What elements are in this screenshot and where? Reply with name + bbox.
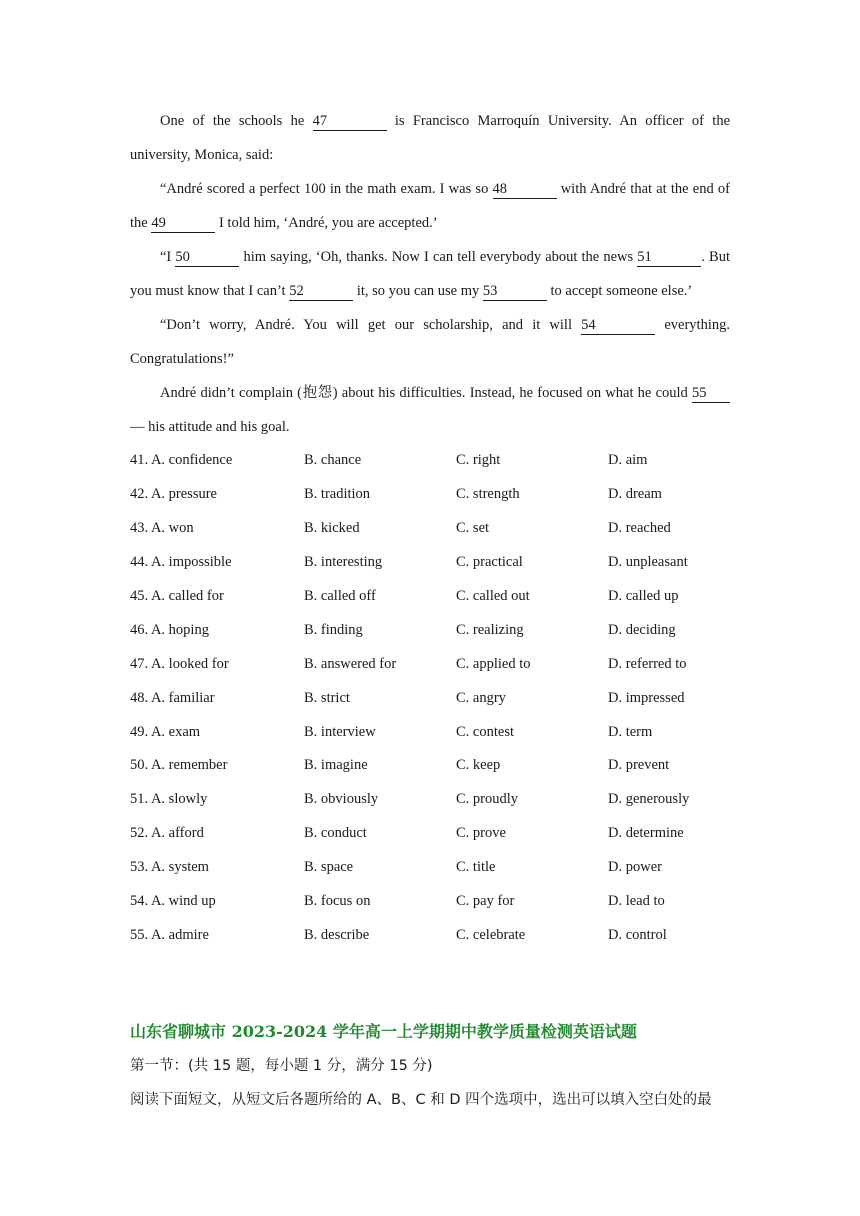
option-row xyxy=(130,783,730,817)
blank-52: 52 xyxy=(289,283,353,301)
option-c: C. called out xyxy=(456,588,530,604)
option-d: D. prevent xyxy=(608,757,670,774)
passage-text: André didn’t complain (抱怨) about his difficulties. Instead, he focused on what he could xyxy=(160,385,692,401)
option-c: C. title xyxy=(456,859,496,876)
option-b: B. answered for xyxy=(304,655,397,672)
passage-text: to accept someone else.’ xyxy=(546,283,693,299)
option-b: B. called off xyxy=(304,588,376,604)
option-c: C. pay for xyxy=(456,893,515,910)
passage-text: is Francisco Marroquín University. An officer of the university, Monica, said: xyxy=(130,113,730,163)
option-row xyxy=(130,749,730,783)
option-c: C. celebrate xyxy=(456,926,526,943)
option-d: D. lead to xyxy=(608,893,665,910)
passage-paragraph xyxy=(130,104,730,172)
option-c: C. applied to xyxy=(456,655,531,672)
option-c: C. practical xyxy=(456,554,523,571)
blank-51: 51 xyxy=(637,249,701,267)
option-d: D. dream xyxy=(608,486,662,503)
blank-54: 54 xyxy=(581,317,655,335)
passage-text: — his attitude and his goal. xyxy=(130,419,290,435)
option-b: B. conduct xyxy=(304,825,367,842)
option-b: B. kicked xyxy=(304,520,360,537)
passage-text: “André scored a perfect 100 in the math exam. I was so xyxy=(160,181,493,197)
option-b: B. describe xyxy=(304,926,370,943)
option-a: 55. A. admire xyxy=(130,926,209,943)
option-c: C. proudly xyxy=(456,791,519,808)
passage-paragraph xyxy=(130,172,730,240)
option-d: D. deciding xyxy=(608,621,676,638)
option-a: 54. A. wind up xyxy=(130,893,216,910)
section-title: 山东省聊城市 2023-2024 学年高一上学期期中教学质量检测英语试题 xyxy=(130,1022,637,1041)
option-row xyxy=(130,851,730,885)
option-a: 49. A. exam xyxy=(130,723,201,740)
option-row xyxy=(130,681,730,715)
option-a: 44. A. impossible xyxy=(130,554,232,571)
passage-paragraph xyxy=(130,240,730,308)
option-a: 51. A. slowly xyxy=(130,791,208,808)
answer-options xyxy=(130,444,730,952)
option-row xyxy=(130,647,730,681)
option-b: B. interesting xyxy=(304,554,383,571)
option-c: C. set xyxy=(456,520,490,537)
option-a: 53. A. system xyxy=(130,859,209,876)
passage-text: I told him, ‘André, you are accepted.’ xyxy=(215,215,438,231)
option-a: 45. A. called for xyxy=(130,588,224,604)
option-c: C. angry xyxy=(456,689,506,706)
option-b: B. tradition xyxy=(304,486,371,503)
option-d: D. called up xyxy=(608,588,679,604)
option-b: B. space xyxy=(304,859,354,876)
option-b: B. chance xyxy=(304,452,362,469)
option-row xyxy=(130,715,730,749)
passage-text: everything. Congratulations!” xyxy=(130,317,730,367)
option-d: D. aim xyxy=(608,452,648,469)
option-row xyxy=(130,885,730,919)
option-b: B. strict xyxy=(304,689,350,706)
section-part-heading: 第一节：(共 15 题，每小题 1 分，满分 15 分) xyxy=(130,1058,433,1074)
option-a: 48. A. familiar xyxy=(130,689,215,706)
option-d: D. reached xyxy=(608,520,671,537)
option-c: C. realizing xyxy=(456,621,524,638)
next-section xyxy=(130,1015,730,1117)
option-b: B. imagine xyxy=(304,757,368,774)
passage-paragraph xyxy=(130,308,730,376)
option-d: D. control xyxy=(608,926,667,943)
option-a: 47. A. looked for xyxy=(130,655,229,672)
option-d: D. unpleasant xyxy=(608,554,688,571)
passage-text: One of the schools he xyxy=(160,113,313,129)
blank-48: 48 xyxy=(493,181,557,199)
option-row xyxy=(130,478,730,512)
blank-50: 50 xyxy=(175,249,239,267)
option-row xyxy=(130,444,730,478)
option-c: C. prove xyxy=(456,825,506,842)
passage-paragraph xyxy=(130,376,730,444)
option-b: B. interview xyxy=(304,723,376,740)
option-d: D. power xyxy=(608,859,662,876)
passage-text: . But you must know that I can’t xyxy=(130,249,730,299)
option-row xyxy=(130,580,730,614)
option-c: C. strength xyxy=(456,486,520,503)
passage-text: it, so you can use my xyxy=(353,283,483,299)
option-row xyxy=(130,512,730,546)
option-a: 52. A. afford xyxy=(130,825,204,842)
option-d: D. term xyxy=(608,723,653,740)
option-d: D. generously xyxy=(608,791,690,808)
option-b: B. obviously xyxy=(304,791,379,808)
option-a: 43. A. won xyxy=(130,520,194,537)
section-instruction: 阅读下面短文，从短文后各题所给的 A、B、C 和 D 四个选项中，选出可以填入空白处的最 xyxy=(130,1092,712,1108)
option-a: 42. A. pressure xyxy=(130,486,217,503)
option-d: D. determine xyxy=(608,825,684,842)
option-d: D. impressed xyxy=(608,689,685,706)
option-c: C. right xyxy=(456,452,501,469)
cloze-content xyxy=(130,104,730,952)
blank-49: 49 xyxy=(151,215,215,233)
option-a: 46. A. hoping xyxy=(130,621,209,638)
passage-text: him saying, ‘Oh, thanks. Now I can tell everybody about the news xyxy=(239,249,638,265)
option-row xyxy=(130,613,730,647)
cloze-passage xyxy=(130,104,730,444)
blank-55: 55 xyxy=(692,385,730,403)
option-b: B. focus on xyxy=(304,893,371,910)
blank-53: 53 xyxy=(483,283,547,301)
passage-text: “Don’t worry, André. You will get our scholarship, and it will xyxy=(160,317,582,333)
option-b: B. finding xyxy=(304,621,363,638)
option-a: 41. A. confidence xyxy=(130,452,233,469)
option-d: D. referred to xyxy=(608,655,687,672)
option-row xyxy=(130,817,730,851)
option-c: C. keep xyxy=(456,757,501,774)
passage-text: with André that at the end of the xyxy=(130,181,730,231)
option-row xyxy=(130,546,730,580)
option-row xyxy=(130,918,730,952)
blank-47: 47 xyxy=(313,113,387,131)
option-c: C. contest xyxy=(456,723,514,740)
option-a: 50. A. remember xyxy=(130,757,228,774)
passage-text: “I xyxy=(160,249,176,265)
